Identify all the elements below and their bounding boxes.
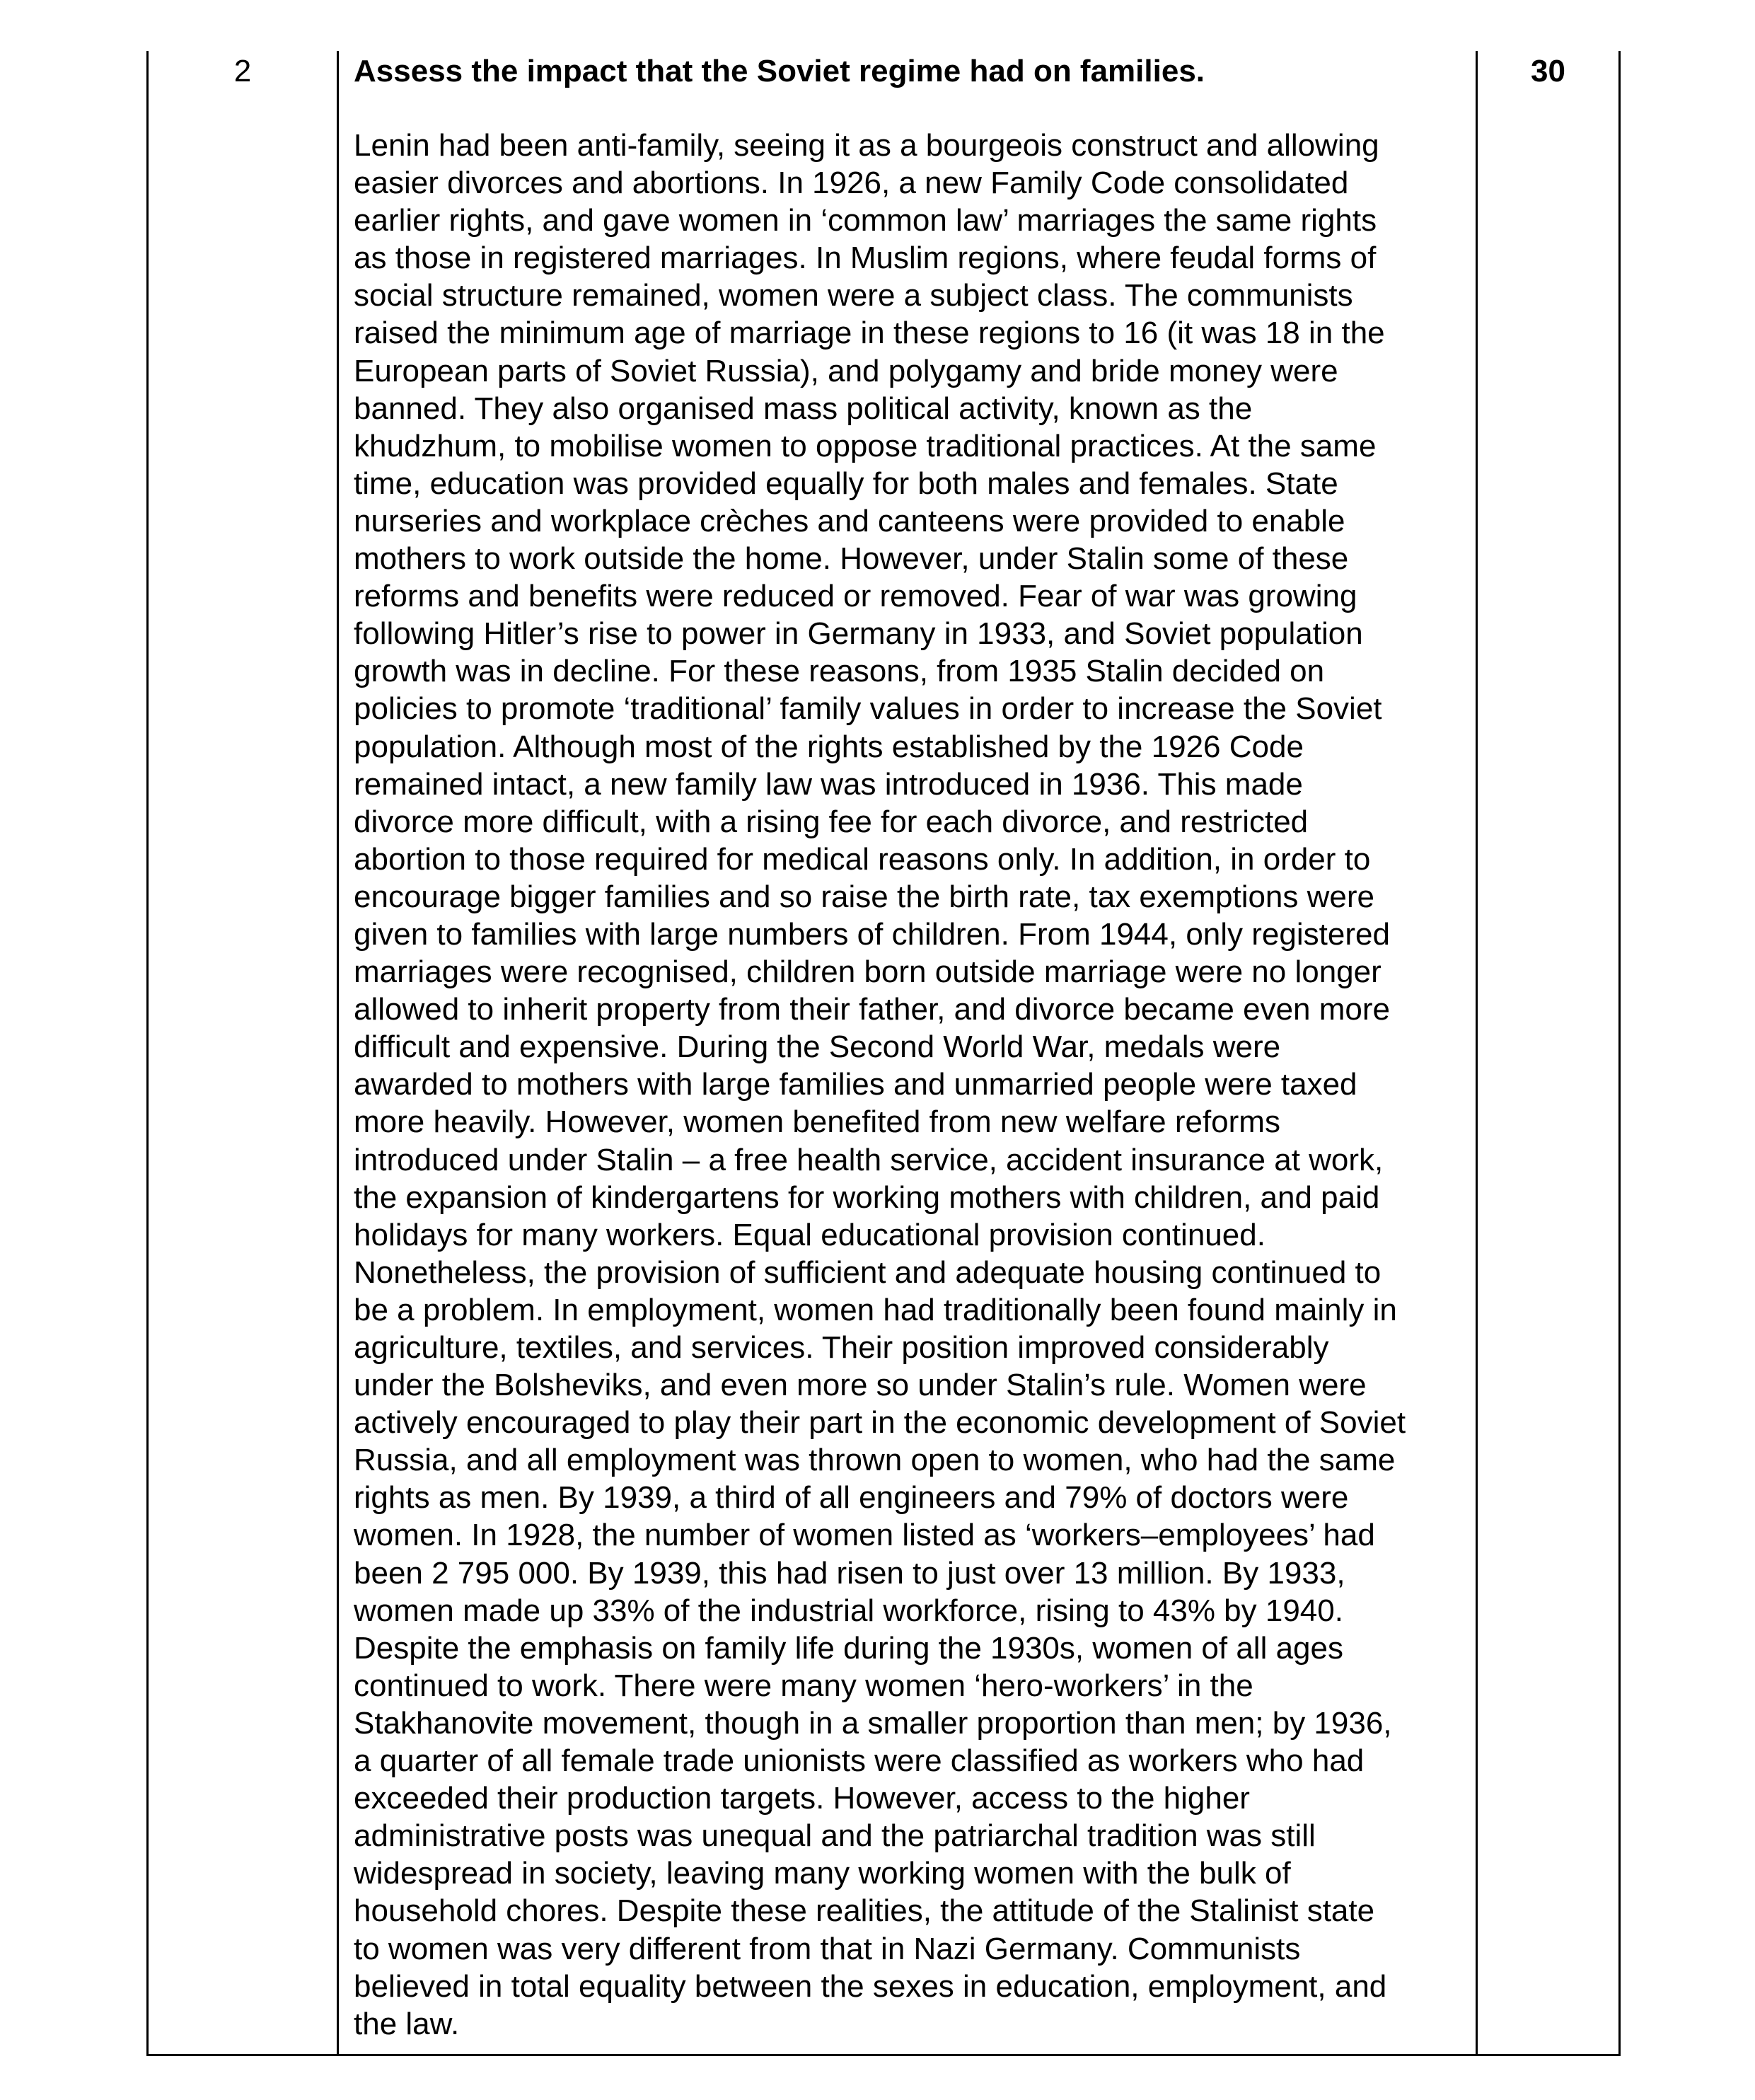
answer-line: agriculture, textiles, and services. Their position improved considerably: [354, 1330, 1329, 1365]
answer-text: [354, 127, 1464, 2043]
answer-line: marriages were recognised, children born outside marriage were no longer: [354, 954, 1382, 990]
answer-line: Russia, and all employment was thrown open to women, who had the same: [354, 1443, 1396, 1478]
answer-line: administrative posts was unequal and the patriarchal tradition was still: [354, 1818, 1316, 1854]
answer-line: the expansion of kindergartens for working mothers with children, and paid: [354, 1179, 1380, 1215]
answer-line: exceeded their production targets. However, access to the higher: [354, 1781, 1250, 1816]
answer-line: rights as men. By 1939, a third of all engineers and 79% of doctors were: [354, 1480, 1349, 1516]
answer-line: household chores. Despite these realities, the attitude of the Stalinist state: [354, 1893, 1375, 1929]
answer-line: awarded to mothers with large families and unmarried people were taxed: [354, 1067, 1357, 1102]
question-text: Assess the impact that the Soviet regime had on families.: [354, 54, 1205, 88]
answer-line: remained intact, a new family law was introduced in 1936. This made: [354, 766, 1303, 802]
answer-line: allowed to inherit property from their father, and divorce became even more: [354, 992, 1390, 1027]
answer-line: khudzhum, to mobilise women to oppose traditional practices. At the same: [354, 428, 1377, 463]
answer-line: widespread in society, leaving many working women with the bulk of: [354, 1856, 1291, 1891]
answer-line: policies to promote ‘traditional’ family values in order to increase the Soviet: [354, 691, 1382, 727]
answer-line: women. In 1928, the number of women listed as ‘workers–employees’ had: [354, 1518, 1375, 1553]
answer-line: believed in total equality between the sexes in education, employment, and: [354, 1968, 1387, 2004]
answer-line: been 2 795 000. By 1939, this had risen to just over 13 million. By 1933,: [354, 1555, 1345, 1591]
marks-value: 30: [1531, 54, 1565, 88]
answer-line: a quarter of all female trade unionists were classified as workers who had: [354, 1743, 1365, 1779]
answer-line: easier divorces and abortions. In 1926, a new Family Code consolidated: [354, 166, 1349, 201]
answer-cell: [354, 51, 1464, 2043]
answer-line: abortion to those required for medical reasons only. In addition, in order to: [354, 841, 1371, 877]
mark-scheme-table: [146, 51, 1621, 2056]
answer-line: continued to work. There were many women ‘hero-workers’ in the: [354, 1668, 1253, 1703]
question-number: 2: [233, 54, 252, 88]
answer-line: encourage bigger families and so raise the birth rate, tax exemptions were: [354, 879, 1374, 914]
answer-line: banned. They also organised mass political activity, known as the: [354, 391, 1253, 426]
answer-line: nurseries and workplace crèches and canteens were provided to enable: [354, 503, 1345, 538]
answer-line: Lenin had been anti-family, seeing it as a bourgeois construct and allowing: [354, 128, 1379, 163]
answer-line: actively encouraged to play their part in the economic development of Soviet: [354, 1405, 1406, 1441]
answer-line: population. Although most of the rights established by the 1926 Code: [354, 729, 1304, 764]
answer-line: the law.: [354, 2006, 460, 2041]
answer-line: women made up 33% of the industrial workforce, rising to 43% by 1940.: [354, 1593, 1343, 1628]
answer-line: difficult and expensive. During the Second World War, medals were: [354, 1029, 1281, 1065]
answer-line: earlier rights, and gave women in ‘common law’ marriages the same rights: [354, 203, 1377, 238]
answer-line: following Hitler’s rise to power in Germany in 1933, and Soviet population: [354, 616, 1363, 652]
answer-line: to women was very different from that in Nazi Germany. Communists: [354, 1931, 1301, 1966]
answer-line: holidays for many workers. Equal educational provision continued.: [354, 1217, 1265, 1252]
answer-line: social structure remained, women were a subject class. The communists: [354, 278, 1353, 313]
answer-line: mothers to work outside the home. However, under Stalin some of these: [354, 541, 1349, 577]
answer-line: given to families with large numbers of children. From 1944, only registered: [354, 916, 1390, 952]
answer-line: reforms and benefits were reduced or removed. Fear of war was growing: [354, 579, 1357, 614]
answer-line: time, education was provided equally for both males and females. State: [354, 466, 1338, 501]
answer-line: growth was in decline. For these reasons, from 1935 Stalin decided on: [354, 654, 1325, 689]
answer-line: European parts of Soviet Russia), and polygamy and bride money were: [354, 353, 1338, 388]
answer-line: Nonetheless, the provision of sufficient and adequate housing continued to: [354, 1254, 1382, 1290]
column-divider-right: [1476, 51, 1478, 2054]
answer-line: as those in registered marriages. In Muslim regions, where feudal forms of: [354, 241, 1377, 276]
answer-line: Stakhanovite movement, though in a smaller proportion than men; by 1936,: [354, 1705, 1392, 1741]
answer-line: introduced under Stalin – a free health service, accident insurance at work,: [354, 1142, 1384, 1177]
answer-line: Despite the emphasis on family life during the 1930s, women of all ages: [354, 1630, 1343, 1666]
column-divider-left: [337, 51, 339, 2054]
answer-line: be a problem. In employment, women had traditionally been found mainly in: [354, 1292, 1397, 1327]
answer-line: more heavily. However, women benefited from new welfare reforms: [354, 1104, 1280, 1140]
answer-line: under the Bolsheviks, and even more so under Stalin’s rule. Women were: [354, 1368, 1367, 1403]
answer-line: raised the minimum age of marriage in these regions to 16 (it was 18 in the: [354, 316, 1385, 351]
answer-line: divorce more difficult, with a rising fee for each divorce, and restricted: [354, 804, 1309, 839]
